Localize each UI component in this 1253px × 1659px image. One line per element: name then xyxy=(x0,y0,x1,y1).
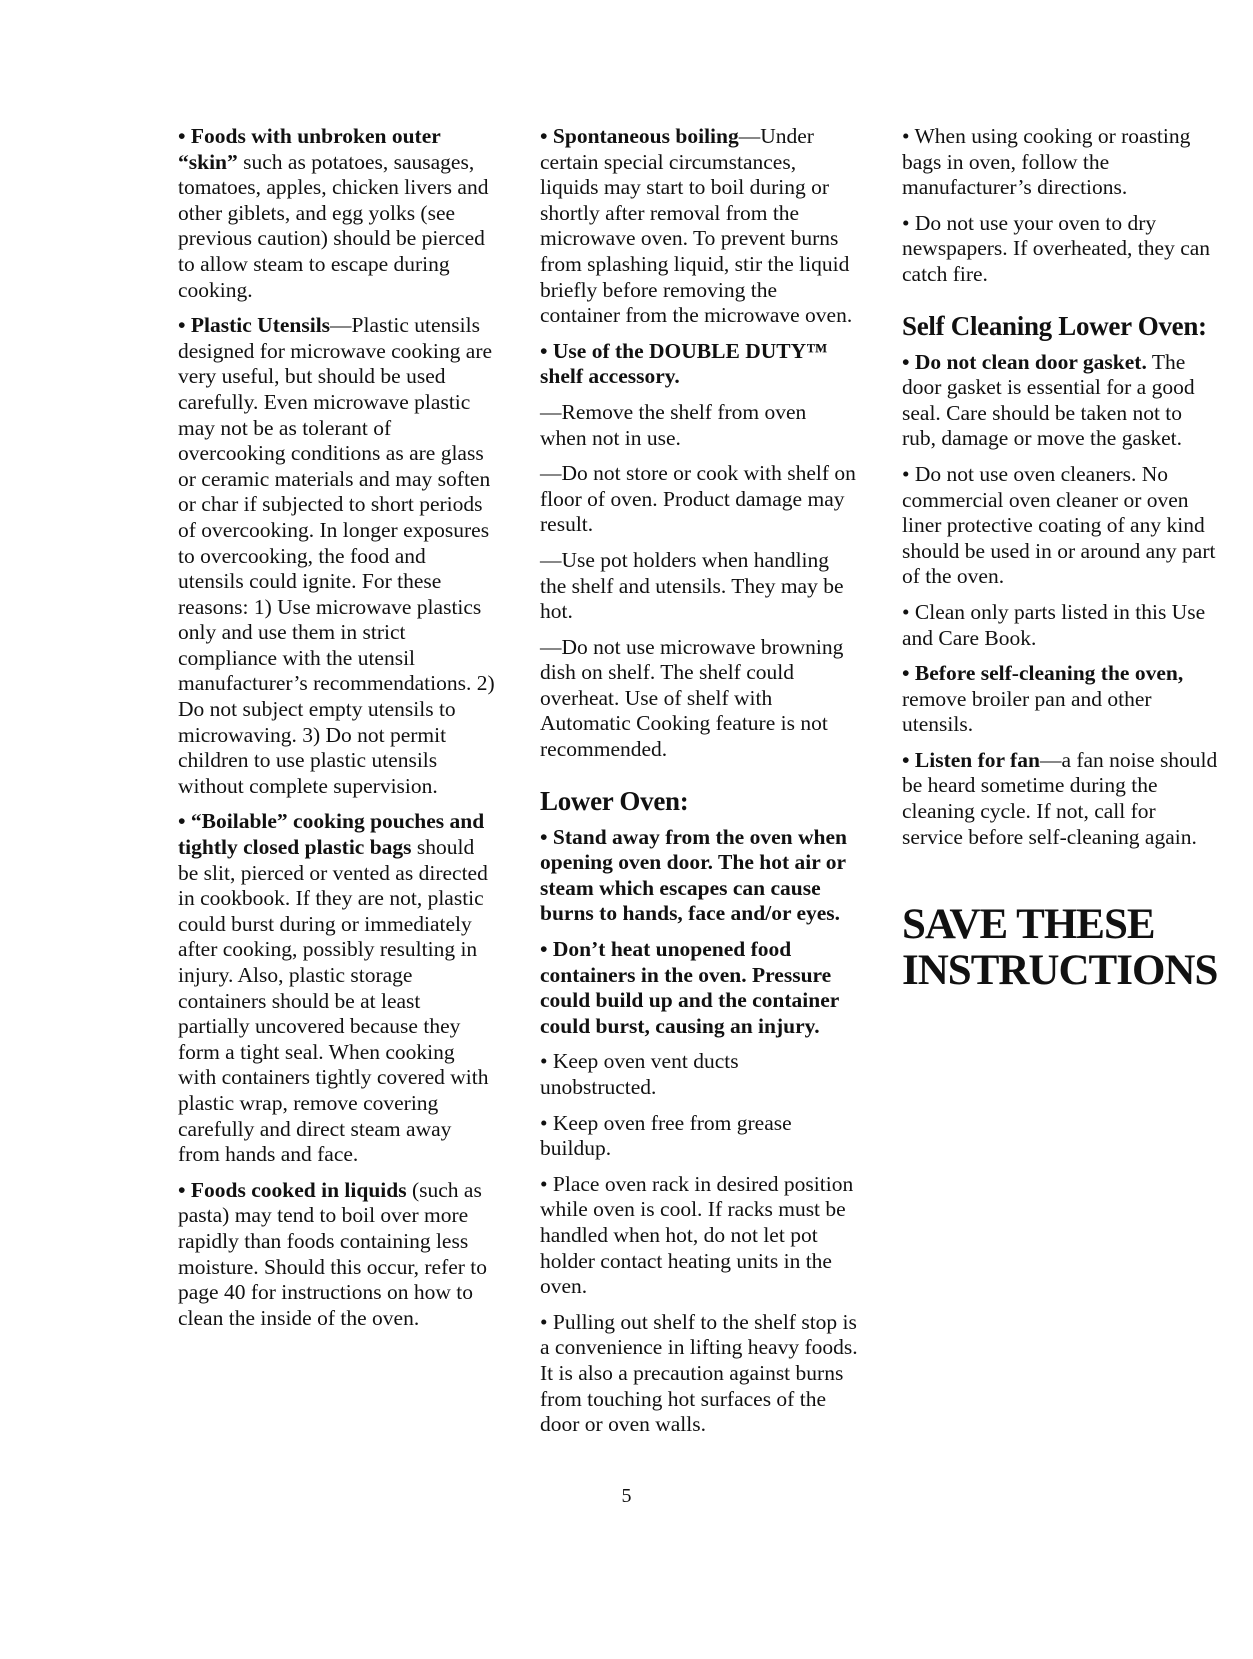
caution-lead: • Plastic Utensils xyxy=(178,313,331,338)
caution-boilable-pouches xyxy=(178,809,496,1167)
caution-text: remove broiler pan and other utensils. xyxy=(902,686,1152,737)
column-left xyxy=(178,124,496,1341)
caution-lead: • Do not clean door gasket. xyxy=(902,349,1147,374)
shelf-instruction: —Use pot holders when handling the shelf and utensils. They may be hot. xyxy=(540,547,844,624)
caution-unopened-containers: • Don’t heat unopened food containers in the oven. Pressure could build up and the container could burst, causing an injury. xyxy=(540,937,839,1038)
caution-oven-rack: • Place oven rack in desired position while oven is cool. If racks must be handled when hot, do not let pot holder contact heating units in the oven. xyxy=(540,1171,854,1299)
page-number: 5 xyxy=(621,1485,632,1507)
caution-stand-away: • Stand away from the oven when opening oven door. The hot air or steam which escapes can cause burns to hands, face and/or eyes. xyxy=(540,824,847,926)
caution-text: should be slit, pierced or vented as directed in cookbook. If they are not, plastic could burst during or immediately after cooking, possibly resulting in injury. Also, plastic storage containers should be at least partially uncovered because they form a tight seal. When cooking with containers tightly covered with plastic wrap, remove covering carefully and direct steam away from hands and face. xyxy=(178,835,489,1167)
caution-clean-parts: • Clean only parts listed in this Use and Care Book. xyxy=(902,599,1206,650)
caution-text: —Plastic utensils designed for microwave cooking are very useful, but should be used carefully. Even microwave plastic may not be as tolerant of overcooking conditions as are glass or ceramic materials and may soften or char if subjected to short periods of overcooking. In longer exposures to overcooking, the food and utensils could ignite. For these reasons: 1) Use microwave plastics only and use them in strict compliance with the utensil manufacturer’s recommendations. 2) Do not subject empty utensils to microwaving. 3) Do not permit children to use plastic utensils without complete supervision. xyxy=(178,313,495,798)
caution-lead: • Spontaneous boiling xyxy=(540,124,739,148)
caution-newspapers: • Do not use your oven to dry newspapers. If overheated, they can catch fire. xyxy=(902,210,1211,286)
caution-listen-for-fan xyxy=(902,748,1220,850)
shelf-instruction: —Do not use microwave browning dish on shelf. The shelf could overheat. Use of shelf with Automatic Cooking feature is not recommended. xyxy=(540,634,844,762)
save-line-1: SAVE THESE xyxy=(902,901,1155,949)
caution-before-self-cleaning xyxy=(902,661,1220,738)
caution-text: such as potatoes, sausages, tomatoes, apples, chicken livers and other giblets, and egg yolks (see previous caution) should be pierced to allow steam to escape during cooking. xyxy=(178,149,489,302)
caution-double-duty-shelf xyxy=(540,339,858,390)
caution-spontaneous-boiling xyxy=(540,124,858,329)
caution-roasting-bags: • When using cooking or roasting bags in oven, follow the manufacturer’s directions. xyxy=(902,124,1191,200)
caution-vent-ducts: • Keep oven vent ducts unobstructed. xyxy=(540,1049,739,1099)
shelf-instruction: —Do not store or cook with shelf on floor of oven. Product damage may result. xyxy=(540,461,856,537)
caution-foods-with-skin xyxy=(178,124,496,303)
caution-text: (such as pasta) may tend to boil over more rapidly than foods containing less moisture. Should this occur, refer to page 40 for instructions on how to clean the inside of the oven. xyxy=(178,1177,488,1330)
caution-foods-in-liquids xyxy=(178,1178,496,1332)
caution-door-gasket xyxy=(902,350,1220,452)
caution-lead: • Use of the DOUBLE DUTY™ shelf accessory. xyxy=(540,338,828,389)
caution-lead: • Listen for fan xyxy=(902,747,1040,772)
shelf-instruction: —Remove the shelf from oven when not in use. xyxy=(540,399,807,450)
caution-text: —Under certain special circumstances, liquids may start to boil during or shortly after removal from the microwave oven. To prevent burns from splashing liquid, stir the liquid briefly before removing the container from the microwave oven. xyxy=(540,124,853,328)
save-instructions-banner xyxy=(902,902,1220,994)
save-line-2: INSTRUCTIONS xyxy=(902,947,1218,995)
caution-lead: • Foods cooked in liquids xyxy=(178,1177,407,1202)
caution-text: The door gasket is essential for a good seal. Care should be taken not to rub, damage or move the gasket. xyxy=(902,349,1195,451)
caution-lead: • “Boilable” cooking pouches and tightly closed plastic bags xyxy=(178,809,485,860)
section-heading-self-cleaning: Self Cleaning Lower Oven: xyxy=(902,310,1207,341)
caution-oven-cleaners: • Do not use oven cleaners. No commercial oven cleaner or oven liner protective coating of any kind should be used in or around any part of the oven. xyxy=(902,461,1216,589)
column-right xyxy=(902,124,1220,994)
section-heading-lower-oven: Lower Oven: xyxy=(540,785,689,816)
caution-text: —a fan noise should be heard sometime during the cleaning cycle. If not, call for service before self-cleaning again. xyxy=(902,747,1218,849)
caution-grease-buildup: • Keep oven free from grease buildup. xyxy=(540,1110,792,1161)
column-middle xyxy=(540,124,858,1448)
caution-shelf-stop: • Pulling out shelf to the shelf stop is a convenience in lifting heavy foods. It is also a precaution against burns from touching hot surfaces of the door or oven walls. xyxy=(540,1309,858,1437)
caution-lead: • Before self-cleaning the oven, xyxy=(902,661,1184,686)
caution-plastic-utensils xyxy=(178,313,496,799)
caution-lead: • Foods with unbroken outer “skin” xyxy=(178,124,441,174)
